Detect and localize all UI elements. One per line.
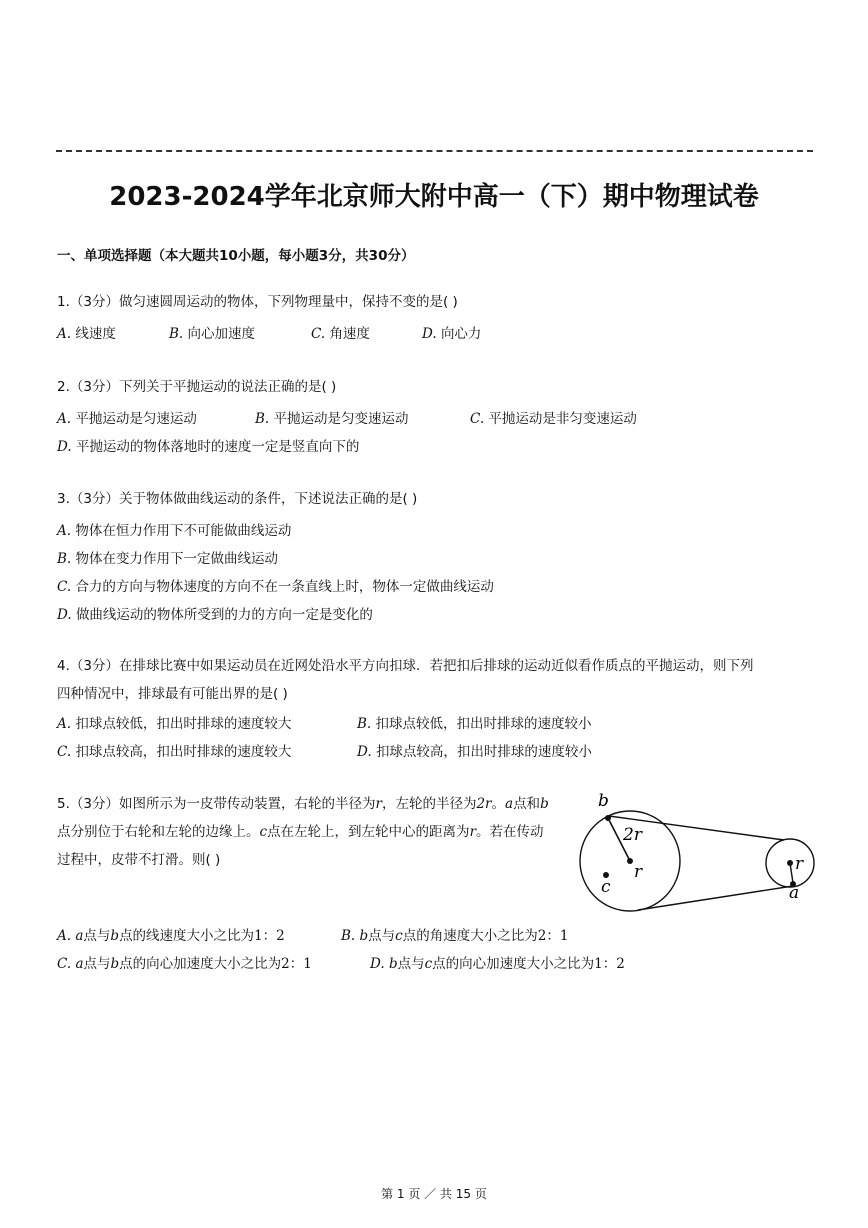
question-stem-line-2: 点分别位于右轮和左轮的边缘上。c点在左轮上，到左轮中心的距离为r。若在传动 bbox=[57, 824, 544, 840]
option-d: D. 做曲线运动的物体所受到的力的方向一定是变化的 bbox=[57, 607, 373, 623]
option-d: D. 扣球点较高，扣出时排球的速度较小 bbox=[357, 744, 592, 760]
option-a: A. 平抛运动是匀速运动 bbox=[57, 411, 197, 427]
question-stem: 1.（3分）做匀速圆周运动的物体，下列物理量中，保持不变的是( ) bbox=[57, 294, 458, 310]
question-5 bbox=[57, 790, 549, 874]
question-4 bbox=[57, 652, 753, 708]
option-b: B. 物体在变力作用下一定做曲线运动 bbox=[57, 551, 279, 567]
label-r-right: r bbox=[795, 854, 804, 874]
page-title: 2023-2024学年北京师大附中高一（下）期中物理试卷 bbox=[109, 182, 759, 212]
label-2r: 2r bbox=[623, 825, 642, 845]
radius-r-line bbox=[790, 863, 793, 883]
question-stem-line-1: 4.（3分）在排球比赛中如果运动员在近网处沿水平方向扣球．若把扣后排球的运动近似看作质点的平抛运动，则下列 bbox=[57, 658, 754, 674]
page-footer: 第 1 页 ／ 共 15 页 bbox=[381, 1187, 487, 1201]
question-stem-line-2: 四种情况中，排球最有可能出界的是( ) bbox=[57, 686, 288, 702]
option-d: D. b点与c点的向心加速度大小之比为1：2 bbox=[370, 956, 625, 972]
question-2 bbox=[57, 373, 336, 401]
option-c: C. 平抛运动是非匀变速运动 bbox=[470, 411, 637, 427]
option-b: B. 平抛运动是匀变速运动 bbox=[255, 411, 409, 427]
option-b: B. 扣球点较低，扣出时排球的速度较小 bbox=[357, 716, 592, 732]
section-heading: 一、单项选择题（本大题共10小题，每小题3分，共30分） bbox=[57, 248, 415, 264]
label-b: b bbox=[598, 791, 609, 811]
option-b: B. 向心加速度 bbox=[169, 326, 256, 342]
right-center bbox=[787, 860, 793, 866]
point-b bbox=[605, 815, 611, 821]
option-c: C. a点与b点的向心加速度大小之比为2：1 bbox=[57, 956, 312, 972]
belt-drive-figure bbox=[576, 788, 816, 918]
question-stem-line-3: 过程中，皮带不打滑。则( ) bbox=[57, 852, 221, 868]
option-b: B. b点与c点的角速度大小之比为2：1 bbox=[341, 928, 569, 944]
question-3 bbox=[57, 485, 417, 513]
option-d: D. 向心力 bbox=[422, 326, 482, 342]
option-d: D. 平抛运动的物体落地时的速度一定是竖直向下的 bbox=[57, 439, 360, 455]
option-a: A. a点与b点的线速度大小之比为1：2 bbox=[57, 928, 285, 944]
header-divider bbox=[56, 150, 813, 152]
option-c: C. 角速度 bbox=[311, 326, 370, 342]
question-1 bbox=[57, 288, 458, 316]
question-stem: 3.（3分）关于物体做曲线运动的条件，下述说法正确的是( ) bbox=[57, 491, 418, 507]
option-a: A. 物体在恒力作用下不可能做曲线运动 bbox=[57, 523, 292, 539]
option-a: A. 线速度 bbox=[57, 326, 116, 342]
belt-bottom bbox=[638, 886, 793, 910]
label-c: c bbox=[601, 877, 611, 897]
label-a: a bbox=[789, 883, 800, 903]
option-c: C. 扣球点较高，扣出时排球的速度较大 bbox=[57, 744, 292, 760]
option-c: C. 合力的方向与物体速度的方向不在一条直线上时，物体一定做曲线运动 bbox=[57, 579, 494, 595]
option-a: A. 扣球点较低，扣出时排球的速度较大 bbox=[57, 716, 292, 732]
left-center bbox=[627, 858, 633, 864]
question-stem: 2.（3分）下列关于平抛运动的说法正确的是( ) bbox=[57, 379, 337, 395]
question-stem-line-1: 5.（3分）如图所示为一皮带传动装置，右轮的半径为r，左轮的半径为2r。a点和b bbox=[57, 796, 549, 812]
label-r-left: r bbox=[634, 862, 643, 882]
